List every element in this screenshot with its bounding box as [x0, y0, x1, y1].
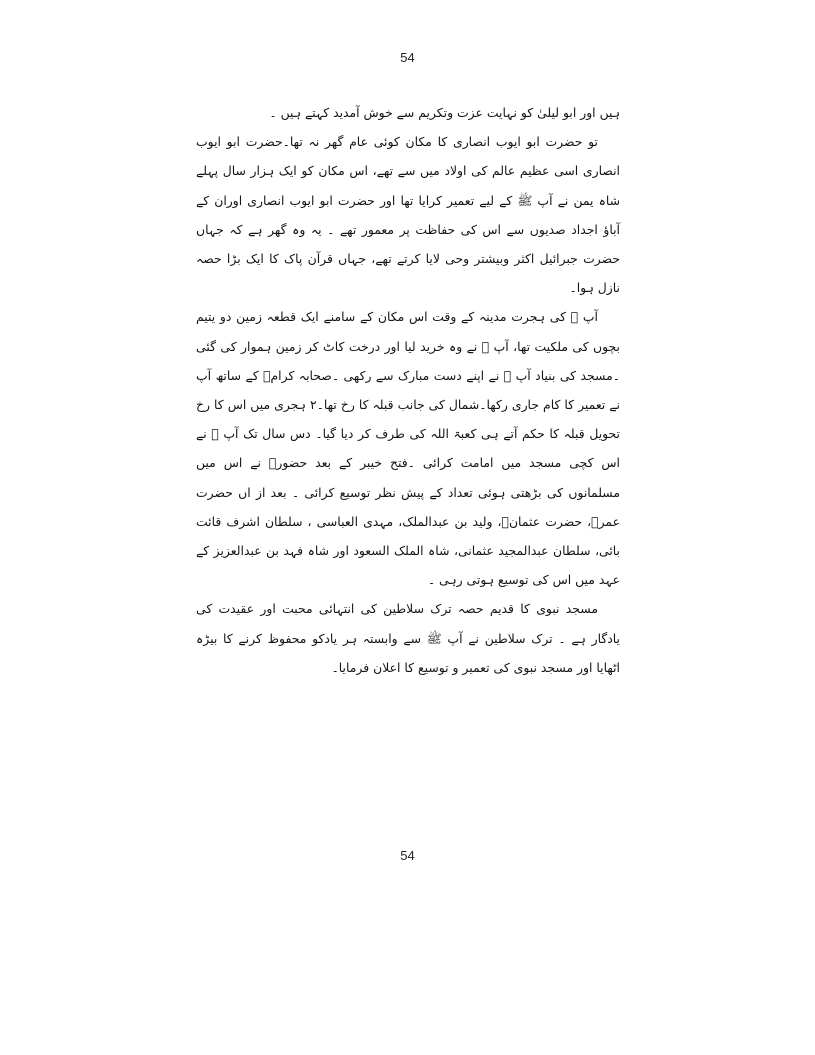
paragraph-mosque-foundation: آپ ﷺ کی ہجرت مدینہ کے وقت اس مکان کے سامنے ایک قطعہ زمین دو یتیم بچوں کی ملکیت تھا، آپ ﷺ نے وہ خرید لیا اور درخت کاٹ کر زمین ہموار کی گئی ۔مسجد کی بنیاد آپ ﷺ نے اپنے دست مبارک سے رکھی ۔صحابہ کرامؓ کے ساتھ آپ نے تعمیر کا کام جاری رکھا۔شمال کی جانب قبلہ کا رخ تھا۔۲ ہجری میں اس کا رخ تحویل قبلہ کا حکم آتے ہی کعبۃ اللہ کی طرف کر دیا گیا۔ دس سال تک آپ ﷺ نے اس کچی مسجد میں امامت کرائی ۔فتح خیبر کے بعد حضورؐ نے اس میں مسلمانوں کی بڑھتی ہوئی تعداد کے پیش نظر توسیع کرائی ۔ بعد از اں حضرت عمرؓ، حضرت عثمانؓ، ولید بن عبدالملک، مہدی العباسی ، سلطان اشرف قائت بائی، سلطان عبدالمجید عثمانی، شاہ الملک السعود اور شاہ فہد بن عبدالعزیز کے عہد میں اس کی توسیع ہوتی رہی ۔ [196, 309, 620, 588]
paragraph-turkish-sultans: مسجد نبوی کا قدیم حصہ ترک سلاطین کی انتہائی محبت اور عقیدت کی یادگار ہے ۔ ترک سلاطین نے آپ ﷺ سے وابستہ ہر یادکو محفوظ کرنے کا بیڑہ اٹھایا اور مسجد نبوی کی تعمیر و توسیع کا اعلان فرمایا۔ [196, 601, 620, 675]
document-body [196, 98, 620, 682]
paragraph-abu-ayyub-house: تو حضرت ابو ایوب انصاری کا مکان کوئی عام گھر نہ تھا۔حضرت ابو ایوب انصاری اسی عظیم عالم کی اولاد میں سے تھے، اس مکان کو ایک ہزار سال پہلے شاہ یمن نے آپ ﷺ کے لیے تعمیر کرایا تھا اور حضرت ابو ایوب انصاری اوران کے آباؤ اجداد صدیوں سے اس کی حفاظت پر معمور تھے ۔ یہ وہ گھر ہے کہ جہاں حضرت جبرائیل اکثر وبیشتر وحی لایا کرتے تھے، جہاں قرآن پاک کا ایک بڑا حصہ نازل ہوا۔ [196, 134, 620, 296]
page-number-bottom: 54 [400, 848, 415, 863]
paragraph-continuation: ہیں اور ابو لیلیٰ کو نہایت عزت وتکریم سے خوش آمدید کہتے ہیں ۔ [269, 105, 620, 120]
page-number-top: 54 [400, 50, 415, 65]
